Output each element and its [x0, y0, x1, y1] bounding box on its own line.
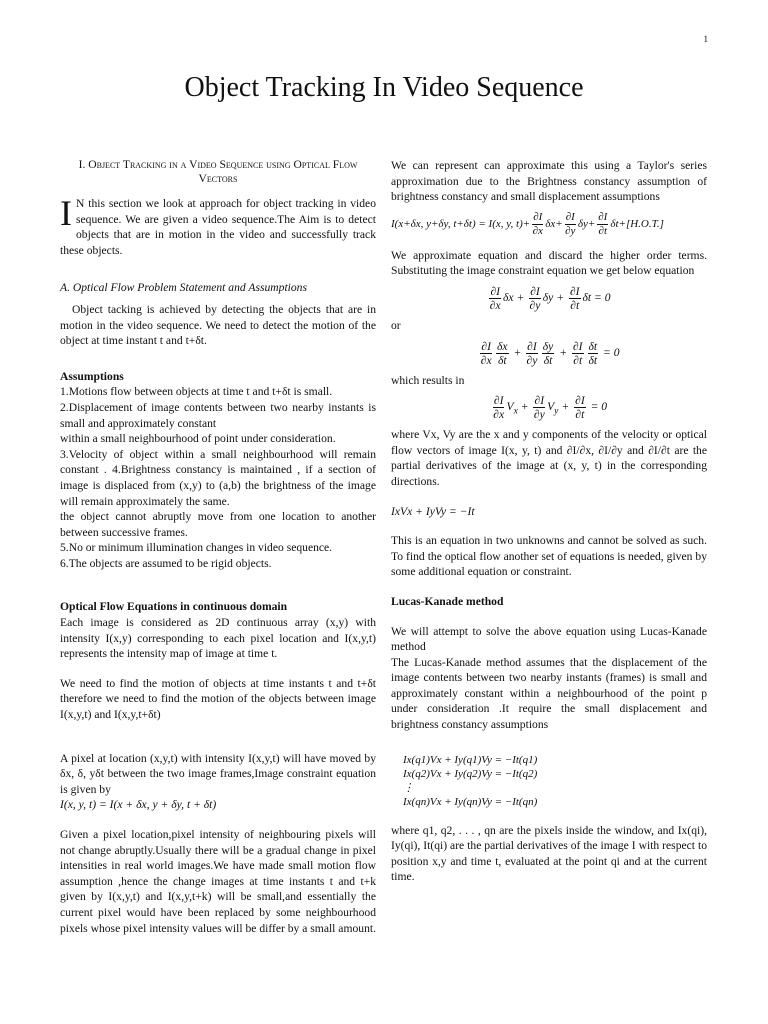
approximation-paragraph: We approximate equation and discard the higher order terms. Substituting the image constraint equation we get below equation [391, 248, 707, 278]
right-column [391, 158, 707, 885]
where-paragraph: where Vx, Vy are the x and y components of the velocity or optical flow vectors of image I(x, y, t) and ∂I/∂x, ∂I/∂y and ∂I/∂t are the partial derivatives of the image at (x, y, t) in the corresponding directions. [391, 428, 707, 488]
system-row: Ix(q2)Vx + Iy(q2)Vy = −It(q2) [403, 767, 538, 780]
assumption-item: 6.The objects are assumed to be rigid objects. [60, 556, 272, 570]
or-text: or [391, 318, 401, 332]
assumption-item: 5.No or minimum illumination changes in video sequence. [60, 541, 333, 555]
unknowns-paragraph: This is an equation in two unknowns and cannot be solved as such. To find the optical flow another set of equations is needed, given by some additional equation or constraint. [391, 534, 707, 579]
derivative-equation: $\frac{\partial I}{\partial x}$ $\frac{\delta x}{\delta t}$ + $\frac{\partial I}{\partial y}$ $\frac{\delta y}{\delta t}$ + $\frac{\partial I}{\partial t}$ $\frac{\delta t}{\delta t}$ = 0 [480, 339, 620, 367]
fraction: $\frac{\partial I}{\partial y}$ [565, 210, 576, 237]
continuous-domain-paragraph: Each image is considered as 2D continuous array (x,y) with intensity I(x,y) corresponding to each pixel location and I(x,y,t) represents the intensity map of image at time t. [60, 616, 376, 661]
system-row: ⋮ [403, 781, 414, 794]
image-constraint-equation: I(x, y, t) = I(x + δx, y + δy, t + δt) [60, 798, 217, 812]
gradient-equation: $\frac{\partial I}{\partial x}$ δx + $\frac{\partial I}{\partial y}$ δy + $\frac{\partial I}{\partial t}$ δt = 0 [489, 284, 611, 312]
equation-system [391, 753, 707, 809]
section-heading: I. Object Tracking in a Video Sequence using Optical Flow Vectors [78, 158, 358, 185]
page-number: 1 [703, 34, 708, 44]
subsection-a-heading: A. Optical Flow Problem Statement and Assumptions [60, 281, 307, 295]
continuous-domain-heading: Optical Flow Equations in continuous domain [60, 600, 288, 614]
taylor-paragraph: We can represent can approximate this using a Taylor's series approximation due to the Brightness constancy assumption of brightness constancy and small displacement assumptions [391, 159, 707, 204]
optical-flow-equation: IxVx + IyVy = −It [391, 504, 475, 518]
intro-paragraph [60, 193, 376, 258]
taylor-equation: I(x+δx, y+δy, t+δt) = I(x, y, t)+ $\frac{\partial I}{\partial x}$ δx+ $\frac{\partial I}{\partial y}$ δy+ $\frac{\partial I}{\partial t}$ δt+[H.O.T.] [391, 210, 664, 237]
system-row: Ix(q1)Vx + Iy(q1)Vy = −It(q1) [403, 753, 538, 766]
motion-paragraph: We need to find the motion of objects at time instants t and t+δt therefore we need to find the motion of the objects between image I(x,y,t) and I(x,y,t+δt) [60, 676, 376, 722]
lucas-kanade-intro: We will attempt to solve the above equation using Lucas-Kanade method [391, 624, 707, 654]
intro-text: N this section we look at approach for object tracking in video sequence. We are given a video sequence.The Aim is to detect objects that are in motion in the video and successfully track these objects. [60, 197, 376, 257]
lucas-kanade-heading: Lucas-Kanade method [391, 594, 504, 608]
final-paragraph: where q1, q2, . . . , qn are the pixels inside the window, and Ix(qi), Iy(qi), It(qi) are the partial derivatives of the image I with respect to position x,y and time t, evaluated at the point qi and at the current time. [391, 823, 707, 884]
neighbourhood-paragraph: Given a pixel location,pixel intensity of neighbouring pixels will not change abruptly.Usually there will be a gradual change in pixel intensities in real world images.We have made small motion flow assumption ,hence the change images at time instants t and t+k given by I(x,y,t) and I(x,y,t+k) will be small,and essentially the current pixel would have been replaced by some neighbourhood pixels whose pixel intensity values will be differ by a small amount. [60, 828, 376, 935]
assumption-item: within a small neighbourhood of point under consideration. [60, 432, 336, 446]
velocity-equation: $\frac{\partial I}{\partial x}$ $V_x$ + $\frac{\partial I}{\partial y}$ $V_y$ + $\frac{\partial I}{\partial t}$ = 0 [493, 394, 608, 422]
subsection-a-paragraph: Object tacking is achieved by detecting the objects that are in motion in the video sequence. We need to detect the motion of the object at time instant t and t+δt. [60, 302, 376, 348]
taylor-hot: δt+[H.O.T.] [610, 217, 664, 230]
pixel-paragraph: A pixel at location (x,y,t) with intensity I(x,y,t) will have moved by δx, δ, yδt between the two image frames,Image constraint equation is given by [60, 751, 376, 796]
assumption-item: 1.Motions flow between objects at time t and t+δt is small. [60, 385, 333, 399]
left-column [60, 158, 376, 936]
assumptions-heading: Assumptions [60, 369, 124, 383]
lucas-kanade-paragraph: The Lucas-Kanade method assumes that the displacement of the image contents between two nearby instants (frames) is small and approximately constant within a neighbourhood of the point p under consideration .It require the small displacement and brightness constancy assumptions [391, 655, 707, 732]
fraction: $\frac{\partial I}{\partial x}$ [532, 210, 543, 237]
system-row: Ix(qn)Vx + Iy(qn)Vy = −It(qn) [403, 795, 538, 808]
page-title: Object Tracking In Video Sequence [184, 72, 584, 103]
fraction: $\frac{\partial I}{\partial t}$ [598, 210, 608, 237]
results-text: which results in [391, 373, 465, 387]
taylor-lhs: I(x+δx, y+δy, t+δt) = I(x, y, t)+ [391, 217, 531, 230]
assumption-item: 2.Displacement of image contents between two nearby instants is small and approximately constant [60, 400, 376, 430]
assumption-item: 3.Velocity of object within a small neighbourhood will remain constant . 4.Brightness constancy is maintained , if a section of image is displaced from (x,y) to (a,b) the brightness of the image will remain approximately the same. [60, 447, 376, 508]
drop-cap: I [60, 193, 72, 233]
assumption-item: the object cannot abruptly move from one location to another between successive frames. [60, 510, 376, 539]
